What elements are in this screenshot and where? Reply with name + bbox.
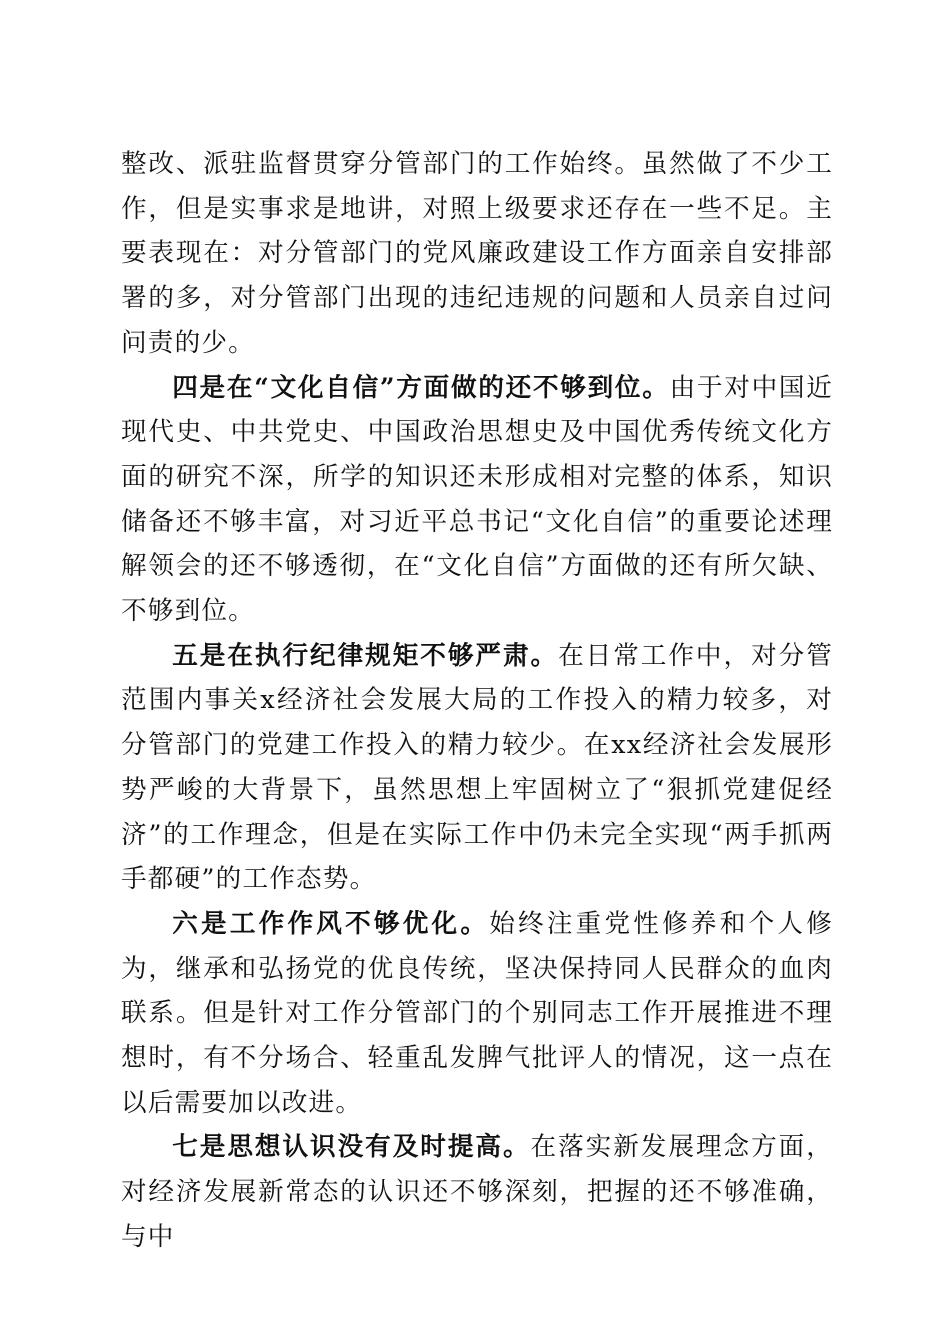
paragraph-text: 由于对中国近现代史、中共党史、中国政治思想史及中国优秀传统文化方面的研究不深，所学的知识还未形成相对完整的体系，知识储备还不够丰富，对习近平总书记“文化自信”的重要论述理解领会的还不够透彻，在“文化自信”方面做的还有所欠缺、不够到位。: [121, 372, 834, 627]
paragraph-heading: 五是在执行纪律规矩不够严肃。: [172, 640, 559, 671]
paragraph-heading: 四是在“文化自信”方面做的还不够到位。: [172, 372, 670, 403]
paragraph-continuation: [121, 142, 833, 366]
paragraph-point-seven: [121, 1125, 833, 1259]
paragraph-heading: 七是思想认识没有及时提高。: [172, 1132, 531, 1163]
document-page: [121, 142, 833, 1260]
paragraph-text: 在落实新发展理念方面，对经济发展新常态的认识还不够深刻，把握的还不够准确，与中: [121, 1132, 833, 1252]
paragraph-point-five: [121, 634, 833, 902]
paragraph-point-four: [121, 366, 833, 634]
paragraph-heading: 六是工作作风不够优化。: [172, 908, 490, 939]
paragraph-text: 在日常工作中，对分管范围内事关x经济社会发展大局的工作投入的精力较多，对分管部门的党建工作投入的精力较少。在xx经济社会发展形势严峻的大背景下，虽然思想上牢固树立了“狠抓党建促经济”的工作理念，但是在实际工作中仍未完全实现“两手抓两手都硬”的工作态势。: [121, 640, 833, 895]
paragraph-text: 整改、派驻监督贯穿分管部门的工作始终。虽然做了不少工作，但是实事求是地讲，对照上级要求还存在一些不足。主要表现在：对分管部门的党风廉政建设工作方面亲自安排部署的多，对分管部门出现的违纪违规的问题和人员亲自过问问责的少。: [121, 149, 833, 358]
paragraph-text: 始终注重党性修养和个人修为，继承和弘扬党的优良传统，坚决保持同人民群众的血肉联系。但是针对工作分管部门的个别同志工作开展推进不理想时，有不分场合、轻重乱发脾气批评人的情况，这一点在以后需要加以改进。: [121, 908, 834, 1118]
paragraph-point-six: [121, 902, 833, 1126]
